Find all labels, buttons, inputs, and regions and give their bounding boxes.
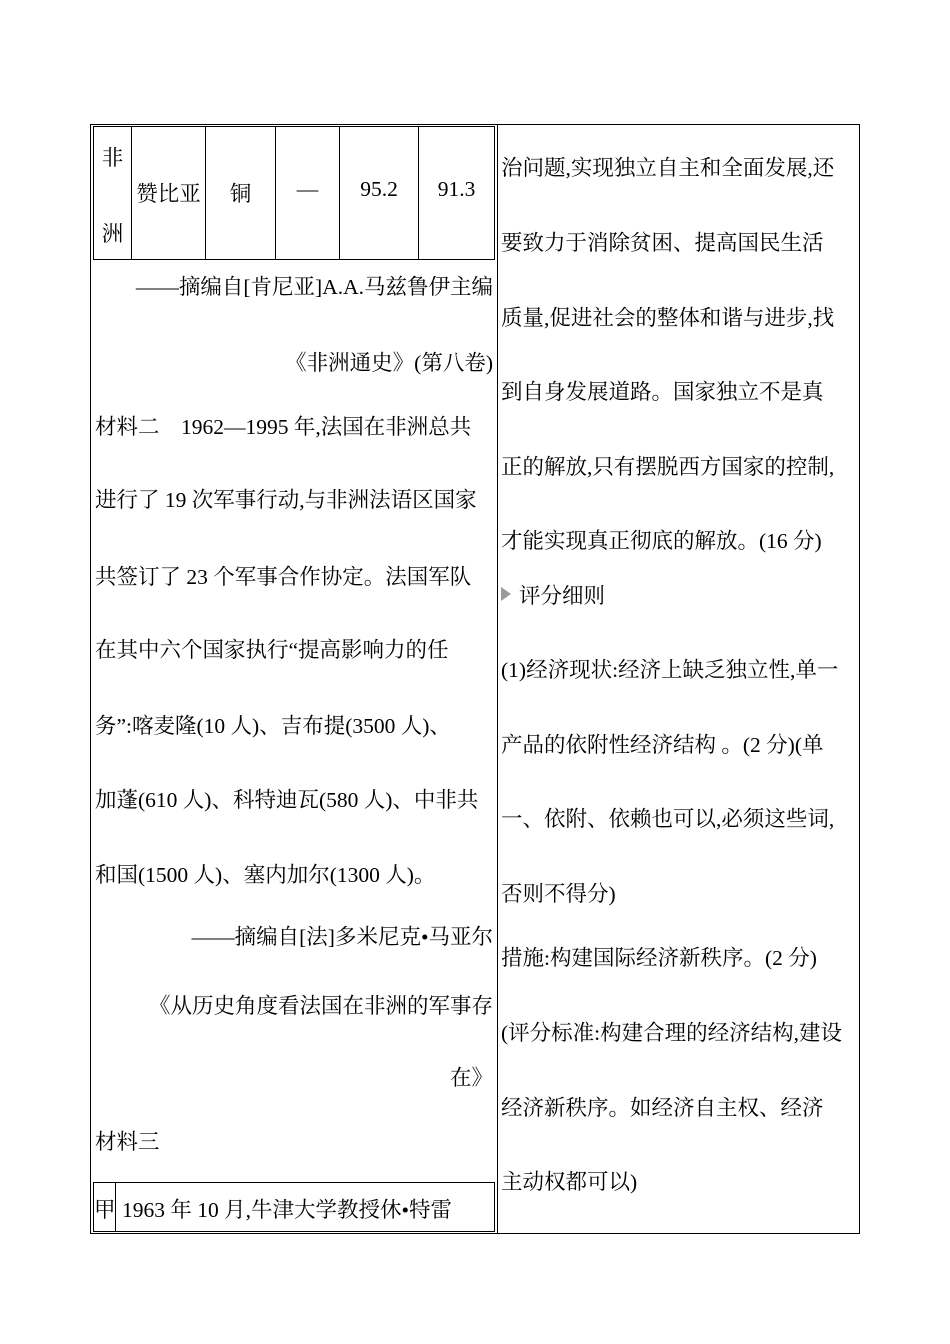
answer-line-12: (评分标准:构建合理的经济结构,建设 <box>501 1021 843 1045</box>
source1-line2: 《非洲通史》(第八卷) <box>285 351 493 375</box>
source1-line1: ——摘编自[肯尼亚]A.A.马兹鲁伊主编 <box>135 275 493 299</box>
row-text: 1963 年 10 月,牛津大学教授休•特雷 <box>122 1198 453 1222</box>
region-char-1: 非 <box>101 146 124 170</box>
value-cell-2 <box>419 127 494 259</box>
answer-line-9: 一、依附、依赖也可以,必须这些词, <box>501 807 835 831</box>
dash-cell <box>276 127 340 259</box>
data-table-bottom <box>93 1182 495 1232</box>
triangle-marker-icon <box>501 587 511 601</box>
value-text-1: 95.2 <box>360 177 398 201</box>
product-text: 铜 <box>229 182 252 206</box>
material2-line5: 务”:喀麦隆(10 人)、吉布提(3500 人)、 <box>95 714 451 738</box>
answer-line-3: 质量,促进社会的整体和谐与进步,找 <box>501 306 835 330</box>
answer-line-7: (1)经济现状:经济上缺乏独立性,单一 <box>501 658 839 682</box>
dash-text: — <box>296 177 319 201</box>
scoring-heading-text: 评分细则 <box>519 584 606 608</box>
left-column <box>91 125 497 1233</box>
data-table-top <box>93 126 495 260</box>
answer-line-6: 才能实现真正彻底的解放。(16 分) <box>501 529 822 553</box>
material2-line7: 和国(1500 人)、塞内加尔(1300 人)。 <box>95 863 436 887</box>
answer-line-13: 经济新秩序。如经济自主权、经济 <box>501 1096 824 1120</box>
source2-line2: 《从历史角度看法国在非洲的军事存 <box>148 994 493 1018</box>
answer-line-14: 主动权都可以) <box>501 1170 638 1194</box>
row-label-cell <box>94 1183 116 1231</box>
region-char-2: 洲 <box>101 222 124 246</box>
answer-line-10: 否则不得分) <box>501 882 616 906</box>
value-cell-1 <box>340 127 419 259</box>
region-cell <box>94 127 132 259</box>
material2-line2: 进行了 19 次军事行动,与非洲法语区国家 <box>95 488 477 512</box>
page-frame <box>90 124 860 1234</box>
answer-line-11: 措施:构建国际经济新秩序。(2 分) <box>501 946 817 970</box>
answer-line-4: 到自身发展道路。国家独立不是真 <box>501 380 824 404</box>
product-cell <box>206 127 276 259</box>
material2-line4: 在其中六个国家执行“提高影响力的任 <box>95 638 449 662</box>
answer-line-5: 正的解放,只有摆脱西方国家的控制, <box>501 455 835 479</box>
value-text-2: 91.3 <box>437 177 476 201</box>
answer-line-2: 要致力于消除贫困、提高国民生活 <box>501 231 824 255</box>
material2-line6: 加蓬(610 人)、科特迪瓦(580 人)、中非共 <box>95 788 479 812</box>
material3-title: 材料三 <box>95 1130 160 1154</box>
source2-line3: 在》 <box>449 1066 493 1090</box>
material2-line1: 材料二 1962—1995 年,法国在非洲总共 <box>95 415 472 439</box>
country-cell <box>132 127 206 259</box>
source2-line1: ——摘编自[法]多米尼克•马亚尔 <box>191 925 493 949</box>
country-text: 赞比亚 <box>136 182 201 206</box>
answer-line-8: 产品的依附性经济结构 。(2 分)(单 <box>501 733 824 757</box>
material2-line3: 共签订了 23 个军事合作协定。法国军队 <box>95 565 472 589</box>
scoring-heading <box>501 581 605 611</box>
row-label: 甲 <box>94 1198 116 1222</box>
answer-line-1: 治问题,实现独立自主和全面发展,还 <box>501 156 835 180</box>
right-column <box>498 125 860 1233</box>
